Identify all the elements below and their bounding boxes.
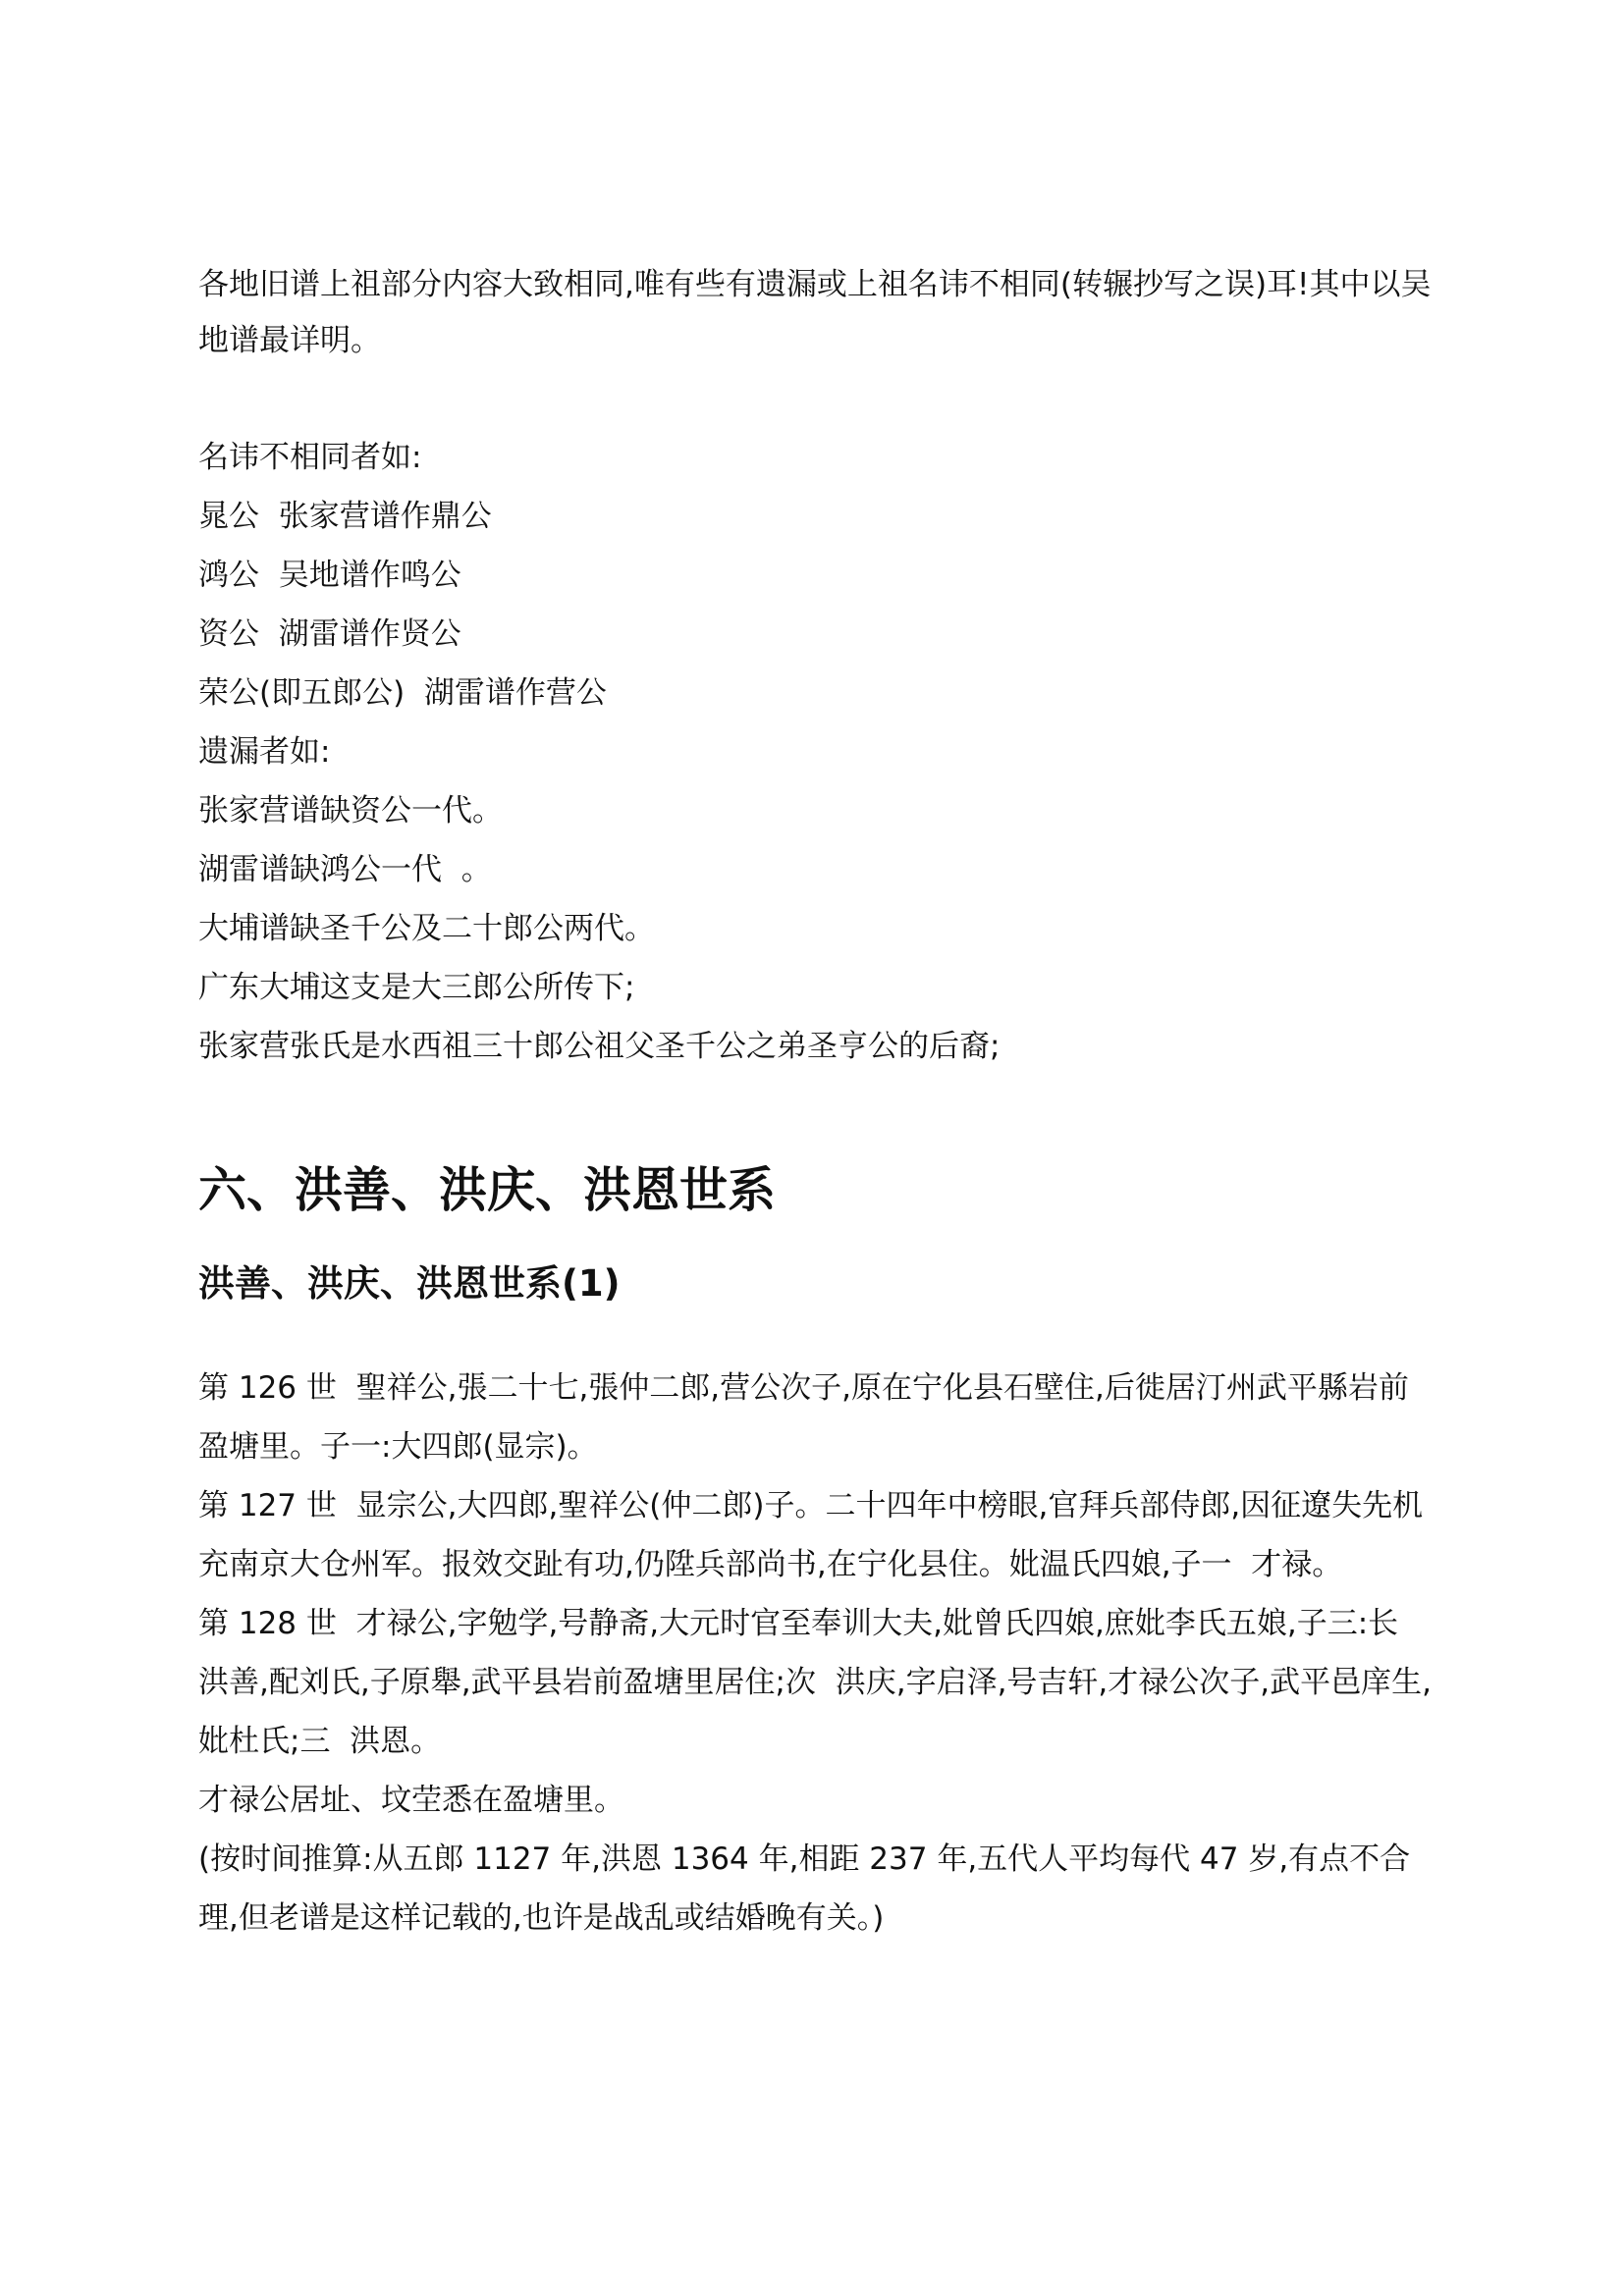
page-content — [198, 257, 1437, 1948]
residence-note: 才禄公居址、坟茔悉在盈塘里。 — [198, 1783, 624, 1818]
difference-item: 资公 湖雷谱作贤公 — [198, 616, 461, 652]
omission-item: 大埔谱缺圣千公及二十郎公两代。 — [198, 911, 655, 946]
timeline-note: (按时间推算:从五郎 1127 年,洪恩 1364 年,相距 237 年,五代人平均每代 47 岁,有点不合理,但老谱是这样记载的,也许是战乱或结婚晚有关。) — [198, 1842, 1411, 1936]
differences-heading: 名讳不相同者如: — [198, 440, 422, 475]
generation-entry-126: 第 126 世 聖祥公,張二十七,張仲二郎,营公次子,原在宁化县石壁住,后徙居汀州武平縣岩前盈塘里。子一:大四郎(显宗)。 — [198, 1370, 1409, 1465]
difference-item: 晁公 张家营谱作鼎公 — [198, 499, 492, 534]
section-subtitle: 洪善、洪庆、洪恩世系(1) — [198, 1262, 621, 1305]
omission-item: 张家营张氏是水西祖三十郎公祖父圣千公之弟圣亨公的后裔; — [198, 1029, 1001, 1064]
omission-item: 张家营谱缺资公一代。 — [198, 793, 503, 828]
difference-item: 鸿公 吴地谱作鸣公 — [198, 558, 461, 593]
spacer — [198, 369, 1437, 428]
omission-item: 广东大埔这支是大三郎公所传下; — [198, 970, 635, 1005]
omission-item: 湖雷谱缺鸿公一代 。 — [198, 852, 492, 887]
generation-list — [198, 1359, 1437, 1948]
intro-paragraph: 各地旧谱上祖部分内容大致相同,唯有些有遗漏或上祖名讳不相同(转辗抄写之误)耳!其中以吴地谱最详明。 — [198, 267, 1432, 358]
difference-item: 荣公(即五郎公) 湖雷谱作营公 — [198, 675, 607, 711]
generation-entry-128: 第 128 世 才禄公,字勉学,号静斋,大元时官至奉训大夫,妣曾氏四娘,庶妣李氏五娘,子三:长 洪善,配刘氏,子原舉,武平县岩前盈塘里居住;次 洪庆,字启泽,号吉轩,才禄公次子,武平邑庠生,妣杜氏;三 洪恩。 — [198, 1606, 1432, 1759]
section-title: 六、洪善、洪庆、洪恩世系 — [198, 1162, 777, 1218]
generation-entry-127: 第 127 世 显宗公,大四郎,聖祥公(仲二郎)子。二十四年中榜眼,官拜兵部侍郎,因征遼失先机充南京大仓州军。报效交趾有功,仍陞兵部尚书,在宁化县住。妣温氏四娘,子一 才禄。 — [198, 1488, 1424, 1582]
omissions-heading: 遗漏者如: — [198, 734, 331, 770]
